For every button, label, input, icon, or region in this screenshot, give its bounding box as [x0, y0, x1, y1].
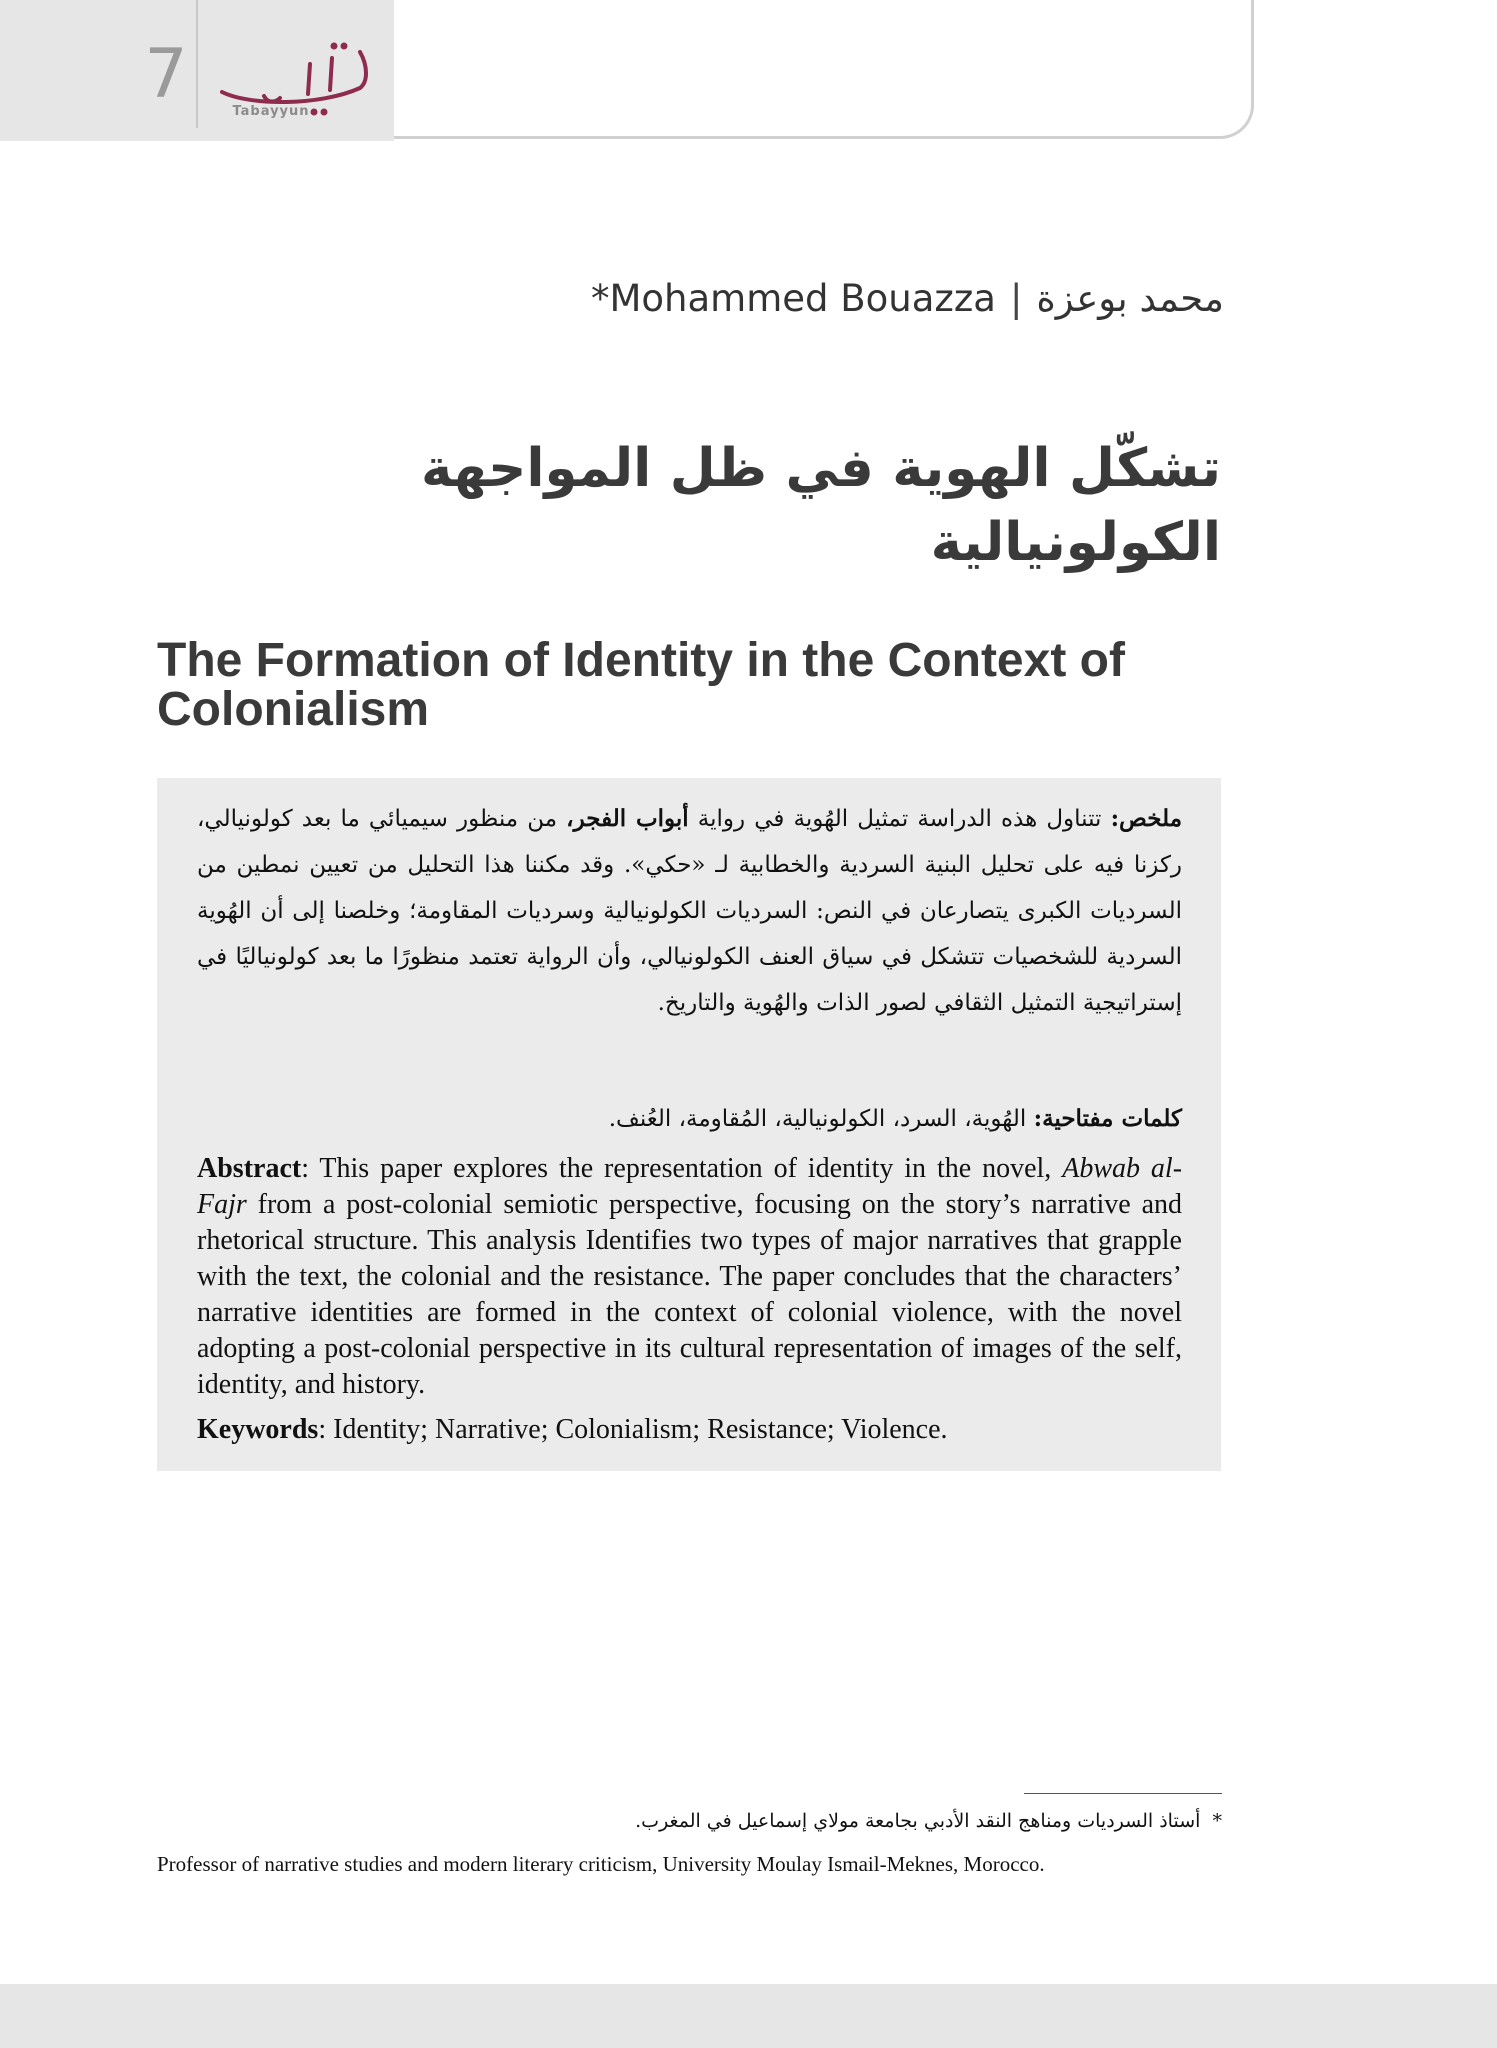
author-name-latin: *Mohammed Bouazza: [591, 276, 996, 320]
keywords-english-list: : Identity; Narrative; Colonialism; Resistance; Violence.: [318, 1414, 948, 1445]
title-arabic: [157, 432, 1221, 580]
footnote-marker: *: [1212, 1810, 1222, 1832]
logo-dot-4: [321, 109, 328, 116]
logo-stem-2: [308, 64, 310, 94]
keywords-arabic-label: كلمات مفتاحية:: [1033, 1105, 1182, 1132]
abstract-english: [197, 1151, 1182, 1403]
logo-dot-1: [331, 43, 338, 50]
logo-baseline-stroke: [222, 88, 360, 102]
keywords-english-label: Keywords: [197, 1414, 319, 1445]
logo-right-stroke: [360, 52, 366, 88]
footnote-rule: [1024, 1793, 1222, 1794]
logo-dot-2: [341, 43, 348, 50]
title-english-line-2: Colonialism: [157, 683, 430, 736]
abstract-english-text-1: : This paper explores the representation of identity in the novel,: [301, 1153, 1052, 1184]
keywords-arabic: [197, 1099, 1182, 1139]
author-name-arabic: محمد بوعزة: [1036, 276, 1224, 320]
header-frame: [394, 0, 1254, 139]
keywords-arabic-list: الهُوية، السرد، الكولونيالية، المُقاومة، العُنف.: [608, 1106, 1027, 1132]
title-arabic-line-1: تشكّل الهوية في ظل المواجهة: [421, 438, 1221, 499]
logo-loop: [264, 96, 280, 102]
abstract-english-text-2: from a post-colonial semiotic perspective, focusing on the story’s narrative and rhetorical structure. This analysis Identifies two types of major narratives that grapple with the text, the colonial and the resistance. The paper concludes that the characters’ narrative identities are formed in the context of colonial violence, with the novel adopting a post-colonial perspective in its cultural representation of images of the self, identity, and history.: [197, 1189, 1182, 1400]
abstract-arabic-label: ملخص:: [1110, 805, 1183, 832]
page-number: 7: [144, 35, 188, 114]
title-english: [157, 636, 1221, 734]
abstract-arabic-text-2: من منظور سيميائي ما بعد كولونيالي، ركزنا فيه على تحليل البنية السردية والخطابية لـ «حكي». وقد مكننا هذا التحليل من تعيين نمطين من السرديات الكبرى يتصارعان في النص: السرديات الكولونيالية وسرديات المقاومة؛ وخلصنا إلى أن الهُوية السردية للشخصيات تتشكل في سياق العنف الكولونيالي، وأن الرواية تعتمد منظورًا ما بعد كولونياليًا في إستراتيجية التمثيل الثقافي لصور الذات والهُوية والتاريخ.: [197, 806, 1182, 1016]
abstract-english-label: Abstract: [197, 1153, 302, 1184]
footnote-english: Professor of narrative studies and modern literary criticism, University Moulay Ismail-Meknes, Morocco.: [157, 1852, 1045, 1876]
author-separator: |: [1009, 276, 1023, 320]
title-arabic-line-2: الكولونيالية: [930, 512, 1221, 573]
footnote-arabic: [400, 1806, 1222, 1836]
keywords-english: [197, 1412, 1182, 1448]
abstract-english-novel-title: Abwab al-Fajr: [197, 1153, 1183, 1220]
footer-band: [0, 1984, 1497, 2048]
logo-stem-1: [330, 58, 332, 90]
abstract-arabic: [197, 796, 1182, 1026]
abstract-arabic-novel-title: أبواب الفجر،: [566, 805, 689, 832]
title-english-line-1: The Formation of Identity in the Context of: [157, 634, 1125, 687]
header-divider: [196, 0, 198, 128]
journal-logo-latin: Tabayyun: [232, 104, 310, 119]
author-line: [400, 268, 1224, 328]
footnote-arabic-text: أستاذ السرديات ومناهج النقد الأدبي بجامعة مولاي إسماعيل في المغرب.: [635, 1810, 1201, 1832]
abstract-arabic-text-1: تتناول هذه الدراسة تمثيل الهُوية في رواية: [697, 806, 1102, 832]
